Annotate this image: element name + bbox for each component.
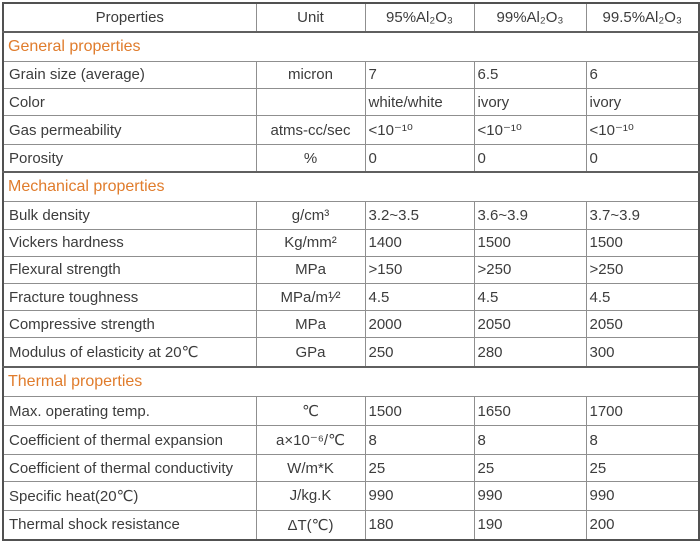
cell-property: Thermal shock resistance: [3, 510, 256, 540]
cell-value: 1500: [365, 397, 474, 426]
cell-unit: a×10⁻⁶/℃: [256, 426, 365, 455]
cell-value: 2000: [365, 311, 474, 338]
cell-value: 25: [586, 454, 699, 481]
cell-value: 4.5: [365, 284, 474, 311]
table-row: [3, 510, 699, 540]
cell-value: 4.5: [586, 284, 699, 311]
cell-value: >250: [586, 256, 699, 283]
cell-property: Modulus of elasticity at 20℃: [3, 338, 256, 367]
section-title: General properties: [3, 32, 699, 61]
cell-unit: g/cm³: [256, 202, 365, 229]
cell-value: 1500: [586, 229, 699, 256]
cell-property: Flexural strength: [3, 256, 256, 283]
section-row-general: [3, 32, 699, 61]
cell-value: 250: [365, 338, 474, 367]
cell-value: 0: [586, 144, 699, 172]
cell-unit: ℃: [256, 397, 365, 426]
cell-value: 190: [474, 510, 586, 540]
cell-value: 6.5: [474, 61, 586, 88]
cell-value: 0: [474, 144, 586, 172]
section-row-thermal: [3, 367, 699, 396]
cell-unit: J/kg.K: [256, 482, 365, 511]
cell-value: <10⁻¹⁰: [586, 116, 699, 145]
cell-unit: Kg/mm²: [256, 229, 365, 256]
table-row: [3, 397, 699, 426]
cell-unit: atms-cc/sec: [256, 116, 365, 145]
cell-value: white/white: [365, 88, 474, 115]
table-row: [3, 88, 699, 115]
cell-value: >150: [365, 256, 474, 283]
cell-value: 990: [586, 482, 699, 511]
header-row: [3, 3, 699, 32]
cell-value: 3.2~3.5: [365, 202, 474, 229]
cell-value: 6: [586, 61, 699, 88]
cell-property: Vickers hardness: [3, 229, 256, 256]
cell-value: 200: [586, 510, 699, 540]
cell-value: 300: [586, 338, 699, 367]
cell-unit: %: [256, 144, 365, 172]
table-row: [3, 61, 699, 88]
cell-value: 3.6~3.9: [474, 202, 586, 229]
cell-value: 2050: [474, 311, 586, 338]
cell-value: ivory: [474, 88, 586, 115]
cell-value: 1650: [474, 397, 586, 426]
table-row: [3, 202, 699, 229]
col-header-unit: Unit: [256, 3, 365, 32]
table-row: [3, 426, 699, 455]
cell-property: Grain size (average): [3, 61, 256, 88]
cell-unit: W/m*K: [256, 454, 365, 481]
cell-property: Porosity: [3, 144, 256, 172]
cell-unit: GPa: [256, 338, 365, 367]
cell-value: 0: [365, 144, 474, 172]
cell-value: 990: [365, 482, 474, 511]
cell-property: Bulk density: [3, 202, 256, 229]
ceramic-properties-table: [2, 2, 700, 541]
cell-value: >250: [474, 256, 586, 283]
cell-property: Compressive strength: [3, 311, 256, 338]
cell-value: 1500: [474, 229, 586, 256]
cell-property: Coefficient of thermal expansion: [3, 426, 256, 455]
cell-value: 180: [365, 510, 474, 540]
table-row: [3, 229, 699, 256]
section-row-mechanical: [3, 172, 699, 201]
table-row: [3, 454, 699, 481]
cell-value: 25: [474, 454, 586, 481]
table-row: [3, 256, 699, 283]
cell-value: 1700: [586, 397, 699, 426]
cell-value: 8: [586, 426, 699, 455]
table-row: [3, 144, 699, 172]
cell-property: Coefficient of thermal conductivity: [3, 454, 256, 481]
cell-property: Gas permeability: [3, 116, 256, 145]
cell-value: 2050: [586, 311, 699, 338]
col-header-99-al2o3: 99%Al₂O₃: [474, 3, 586, 32]
cell-value: 1400: [365, 229, 474, 256]
cell-value: 990: [474, 482, 586, 511]
table-row: [3, 338, 699, 367]
section-title: Thermal properties: [3, 367, 699, 396]
cell-unit: micron: [256, 61, 365, 88]
cell-unit: ΔT(℃): [256, 510, 365, 540]
cell-value: 4.5: [474, 284, 586, 311]
cell-value: <10⁻¹⁰: [474, 116, 586, 145]
col-header-995-al2o3: 99.5%Al₂O₃: [586, 3, 699, 32]
cell-value: 3.7~3.9: [586, 202, 699, 229]
cell-unit: MPa: [256, 256, 365, 283]
cell-value: 8: [474, 426, 586, 455]
cell-unit: MPa: [256, 311, 365, 338]
cell-property: Color: [3, 88, 256, 115]
col-header-properties: Properties: [3, 3, 256, 32]
cell-property: Max. operating temp.: [3, 397, 256, 426]
cell-unit: MPa/m¹⁄²: [256, 284, 365, 311]
cell-value: <10⁻¹⁰: [365, 116, 474, 145]
table-row: [3, 284, 699, 311]
section-title: Mechanical properties: [3, 172, 699, 201]
table-row: [3, 311, 699, 338]
cell-value: 8: [365, 426, 474, 455]
cell-property: Fracture toughness: [3, 284, 256, 311]
cell-unit: [256, 88, 365, 115]
col-header-95-al2o3: 95%Al₂O₃: [365, 3, 474, 32]
cell-value: 7: [365, 61, 474, 88]
cell-value: ivory: [586, 88, 699, 115]
table-row: [3, 482, 699, 511]
cell-value: 280: [474, 338, 586, 367]
cell-property: Specific heat(20℃): [3, 482, 256, 511]
table-row: [3, 116, 699, 145]
cell-value: 25: [365, 454, 474, 481]
